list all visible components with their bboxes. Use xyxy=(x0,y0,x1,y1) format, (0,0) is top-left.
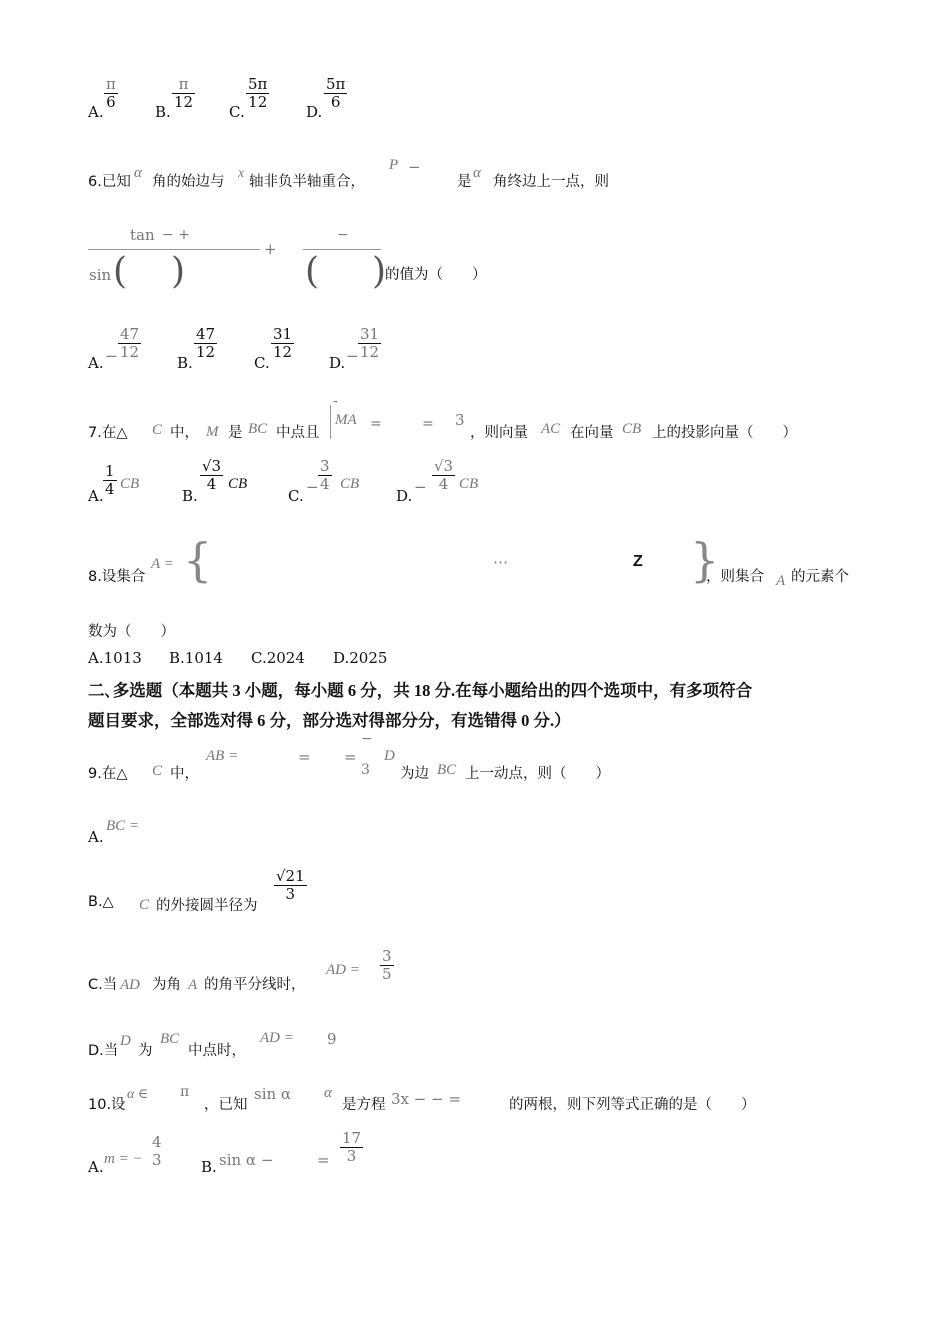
q5-option-a-label[interactable]: A. xyxy=(88,103,104,121)
q5-option-b-label[interactable]: B. xyxy=(155,103,171,121)
q6-minus-2: − xyxy=(337,227,349,243)
q8-z: Z xyxy=(633,553,643,570)
q6-sin: sin xyxy=(89,266,112,284)
q8-option-b[interactable]: B.1014 xyxy=(169,649,223,667)
q9-option-d-bc: BC xyxy=(160,1031,180,1047)
q10-option-a-m: m = − xyxy=(104,1151,143,1167)
q7-option-d-sign: − xyxy=(414,478,427,496)
q5-option-d-value: 5π 6 xyxy=(326,75,346,111)
q7-option-d-label[interactable]: D. xyxy=(396,487,413,505)
q9-text-2: 为边 xyxy=(400,766,429,782)
q9-option-d-label[interactable]: D.当 xyxy=(88,1043,119,1059)
q6-text-2: 轴非负半轴重合， xyxy=(249,174,365,190)
q10-alpha-2: α xyxy=(324,1085,332,1101)
q6-option-d-label[interactable]: D. xyxy=(329,354,346,372)
q8-lead: 8.设集合 xyxy=(88,569,146,585)
q6-plus: + xyxy=(264,240,277,258)
q9-text-1: 中， xyxy=(170,766,199,782)
q7-option-c-vector: CB xyxy=(340,476,360,492)
q6-tail: 的值为（ ） xyxy=(385,267,487,283)
q9-option-c-a: A xyxy=(188,977,198,993)
q9-option-a-label[interactable]: A. xyxy=(88,828,104,846)
q6-text-1: 角的始边与 xyxy=(152,174,225,190)
q10-option-b-sin: sin α − xyxy=(219,1151,274,1169)
q6-x: x xyxy=(238,166,245,181)
q10-text-3: 的两根，则下列等式正确的是（ ） xyxy=(509,1097,756,1113)
q6-text-4: 角终边上一点，则 xyxy=(493,174,609,190)
q7-option-b-label[interactable]: B. xyxy=(182,487,198,505)
q8-a: A xyxy=(776,573,786,589)
q9-option-d-text-1: 为 xyxy=(138,1043,153,1059)
q8-left-brace: { xyxy=(183,533,213,587)
q6-right-paren-2: ) xyxy=(372,251,387,292)
q6-lead: 6.已知 xyxy=(88,174,131,190)
q9-text-3: 上一动点，则（ ） xyxy=(465,766,610,782)
q7-text-5: 在向量 xyxy=(570,425,614,441)
q10-lead: 10.设 xyxy=(88,1097,126,1113)
q6-fraction-bar-1 xyxy=(88,249,260,250)
q6-alpha-2: α xyxy=(473,165,481,181)
q10-option-b-eq: = xyxy=(317,1151,330,1169)
q6-alpha: α xyxy=(134,165,142,181)
q9-option-b-text: 的外接圆半径为 xyxy=(156,898,258,914)
q9-option-c-label[interactable]: C.当 xyxy=(88,977,118,993)
q7-ac: AC xyxy=(541,421,561,437)
q7-text-1: 中， xyxy=(170,425,199,441)
q5-option-d-label[interactable]: D. xyxy=(306,103,323,121)
q10-text-1: ，已知 xyxy=(204,1097,248,1113)
q9-option-b-value: √21 3 xyxy=(276,867,305,903)
q7-text-6: 上的投影向量（ ） xyxy=(652,425,797,441)
q7-m: M xyxy=(206,424,219,440)
q10-option-b-label[interactable]: B. xyxy=(201,1158,217,1176)
q7-option-b-vector: CB xyxy=(228,476,248,492)
q7-eq-2: = xyxy=(422,416,434,432)
q10-text-2: 是方程 xyxy=(342,1097,386,1113)
q6-option-b-value: 47 12 xyxy=(196,325,216,361)
q6-tan-ops: − + xyxy=(162,227,190,243)
q9-ab: AB = xyxy=(206,748,239,764)
q9-option-c-ad: AD xyxy=(120,977,140,993)
q6-option-a-value: 47 12 xyxy=(120,325,140,361)
q7-cb: CB xyxy=(622,421,642,437)
q7-option-c-sign: − xyxy=(306,478,319,496)
q9-option-b-c: C xyxy=(139,897,150,913)
q9-c: C xyxy=(152,763,163,779)
q5-option-c-label[interactable]: C. xyxy=(229,103,245,121)
q8-option-a[interactable]: A.1013 xyxy=(88,649,142,667)
q9-option-d-text-2: 中点时， xyxy=(188,1043,246,1059)
q8-text-3: 数为（ ） xyxy=(88,624,175,640)
q9-bc: BC xyxy=(437,762,457,778)
q9-option-c-ad-eq: AD = xyxy=(326,962,360,978)
q9-option-a-bc: BC = xyxy=(106,818,140,834)
q8-text-1: ，则集合 xyxy=(706,569,764,585)
q10-alpha-in: α ∈ xyxy=(127,1087,149,1102)
q6-text-3: 是 xyxy=(457,174,472,190)
q8-text-2: 的元素个 xyxy=(791,569,849,585)
q9-eq-2: = xyxy=(344,748,357,766)
q10-equation: 3x − − = xyxy=(391,1090,462,1108)
q10-pi: π xyxy=(180,1084,190,1100)
q10-option-a-value: 4 3 xyxy=(152,1133,162,1169)
q10-option-a-label[interactable]: A. xyxy=(88,1158,104,1176)
q8-right-brace: } xyxy=(690,533,720,587)
q6-option-a-label[interactable]: A. xyxy=(88,354,104,372)
q5-option-a-value: π 6 xyxy=(106,75,116,111)
q7-option-d-value: √3 4 xyxy=(434,457,454,493)
q7-three: 3 xyxy=(455,411,465,429)
q6-option-c-label[interactable]: C. xyxy=(254,354,270,372)
q7-option-d-vector: CB xyxy=(459,476,479,492)
q7-option-a-label[interactable]: A. xyxy=(88,487,104,505)
q9-d: D xyxy=(384,748,395,764)
q7-bc: BC xyxy=(248,421,268,437)
q6-option-b-label[interactable]: B. xyxy=(177,354,193,372)
q6-right-paren-1: ) xyxy=(171,251,186,292)
q6-left-paren-1: ( xyxy=(113,251,128,292)
q6-fraction-bar-2 xyxy=(303,249,381,250)
q7-eq-1: = xyxy=(370,416,382,432)
q9-option-d-d: D xyxy=(120,1033,131,1049)
q7-c: C xyxy=(152,422,163,438)
q7-option-a-value: 1 4 xyxy=(105,462,115,498)
q6-point-p: P xyxy=(389,157,399,173)
section-2-line-2: 题目要求，全部选对得 6 分，部分选对得部分分，有选错得 0 分.） xyxy=(88,711,571,730)
q7-option-c-label[interactable]: C. xyxy=(288,487,304,505)
q9-option-d-value: 9 xyxy=(327,1030,337,1048)
q6-tan: tan xyxy=(130,226,155,244)
q9-option-c-value: 3 5 xyxy=(382,947,392,983)
q6-left-paren-2: ( xyxy=(305,251,320,292)
q7-text-4: ，则向量 xyxy=(470,425,528,441)
q7-abs-bar-left xyxy=(330,405,331,439)
q9-option-c-text-1: 为角 xyxy=(152,977,181,993)
q9-frac-top: − xyxy=(361,731,373,747)
q7-option-b-value: √3 4 xyxy=(202,457,222,493)
q6-option-d-value: 31 12 xyxy=(360,325,380,361)
q7-option-a-vector: CB xyxy=(120,476,140,492)
section-2-line-1: 二､多选题（本题共 3 小题，每小题 6 分，共 18 分.在每小题给出的四个选项中，有多项符合 xyxy=(88,681,753,700)
q8-dots: ⋯ xyxy=(493,553,508,571)
q9-option-d-ad: AD = xyxy=(260,1030,294,1046)
q7-text-3: 中点且 xyxy=(276,425,320,441)
q6-option-d-sign: − xyxy=(346,347,359,365)
q9-lead: 9.在△ xyxy=(88,766,128,782)
q7-ma: MA xyxy=(335,412,357,428)
q5-option-b-value: π 12 xyxy=(174,75,194,111)
q6-point-minus: − xyxy=(408,158,421,176)
q9-eq: = xyxy=(298,748,311,766)
q8-a-eq: A = xyxy=(151,556,174,572)
q5-option-c-value: 5π 12 xyxy=(248,75,268,111)
q8-option-d[interactable]: D.2025 xyxy=(333,649,388,667)
q10-option-b-value: 17 3 xyxy=(342,1129,362,1165)
q9-option-c-text-2: 的角平分线时， xyxy=(204,977,306,993)
q6-option-a-sign: − xyxy=(105,347,118,365)
q9-frac-bottom: 3 xyxy=(361,762,370,778)
q6-option-c-value: 31 12 xyxy=(273,325,293,361)
q8-option-c[interactable]: C.2024 xyxy=(251,649,305,667)
q7-option-c-value: 3 4 xyxy=(320,457,330,493)
q7-lead: 7.在△ xyxy=(88,425,128,441)
q9-option-b-label[interactable]: B.△ xyxy=(88,894,114,910)
q10-sin: sin α xyxy=(254,1085,292,1103)
q7-text-2: 是 xyxy=(228,425,243,441)
